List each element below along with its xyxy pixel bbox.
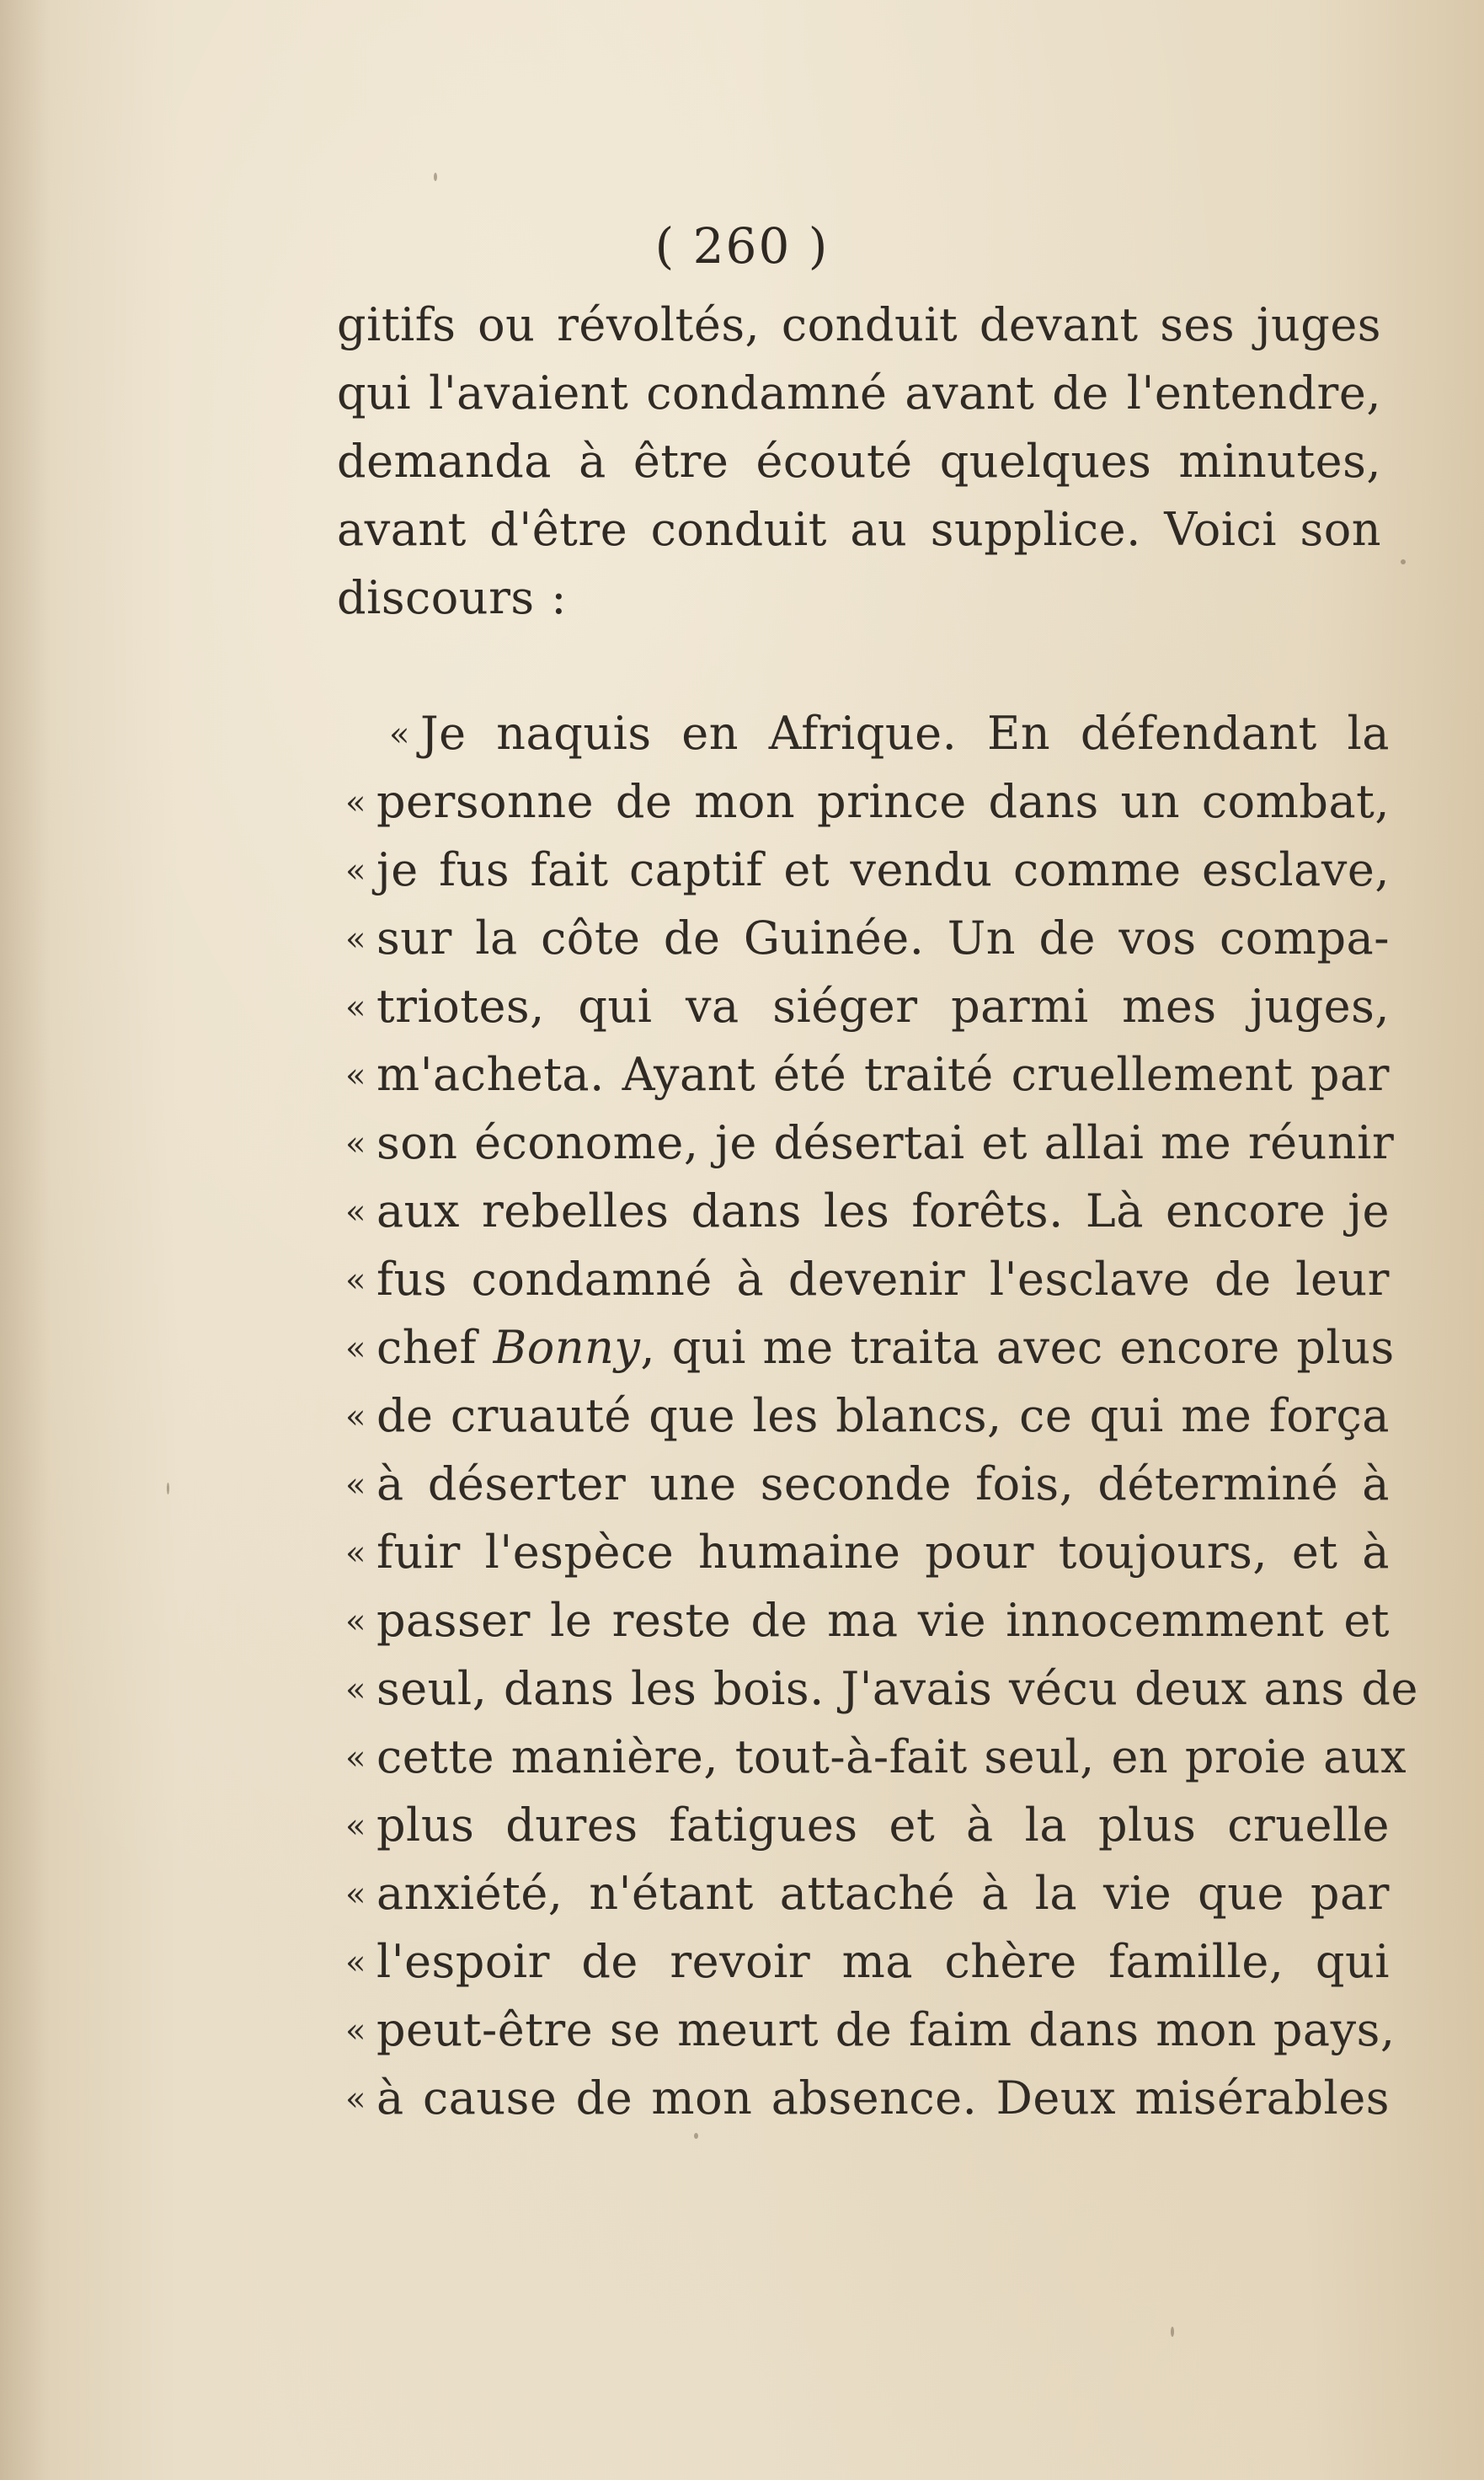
quote-mark: « xyxy=(345,988,366,1027)
quote-mark: « xyxy=(345,1193,366,1232)
text-line: demanda à être écouté quelques minutes, xyxy=(337,435,1381,488)
text-line: discours : xyxy=(337,571,567,624)
page-gutter-shadow xyxy=(0,0,51,2480)
speech-line-text: à déserter une seconde fois, déterminé à xyxy=(376,1457,1390,1510)
quote-mark: « xyxy=(345,1466,366,1505)
quote-mark: « xyxy=(345,783,366,822)
speech-line xyxy=(345,2064,1390,2132)
intro-paragraph xyxy=(337,291,1381,632)
quote-mark: « xyxy=(345,1739,366,1777)
speech-line-text: anxiété, n'étant attaché à la vie que par xyxy=(376,1867,1390,1920)
quote-mark: « xyxy=(389,715,410,754)
speech-line-text: personne de mon prince dans un combat, xyxy=(376,775,1390,828)
quote-mark: « xyxy=(345,1261,366,1300)
speech-line-text: sur la côte de Guinée. Un de vos compa- xyxy=(376,911,1390,965)
speech-line xyxy=(345,1518,1390,1586)
quote-mark: « xyxy=(345,852,366,890)
speech-line xyxy=(345,767,1390,836)
quote-mark: « xyxy=(345,1056,366,1095)
speech-line xyxy=(345,1313,1395,1382)
speech-line-text: aux rebelles dans les forêts. Là encore je xyxy=(376,1184,1390,1237)
speech-line xyxy=(345,1382,1390,1450)
quote-mark: « xyxy=(345,1125,366,1163)
speech-line-text: plus dures fatigues et à la plus cruelle xyxy=(376,1799,1390,1852)
speech-line-text: m'acheta. Ayant été traité cruellement par xyxy=(376,1048,1390,1101)
speech-paragraph xyxy=(345,699,1418,2132)
speech-line xyxy=(345,1040,1390,1109)
paper-speck xyxy=(167,1483,169,1494)
speech-line-text: seul, dans les bois. J'avais vécu deux ans de xyxy=(376,1662,1418,1715)
speech-line xyxy=(345,1927,1390,1996)
speech-line-text: à cause de mon absence. Deux misérables xyxy=(376,2071,1390,2125)
quote-mark: « xyxy=(345,1670,366,1709)
quote-mark: « xyxy=(345,1875,366,1914)
quote-mark: « xyxy=(345,1398,366,1436)
page-number: ( 260 ) xyxy=(654,217,830,275)
quote-mark: « xyxy=(345,2080,366,2119)
text-line: qui l'avaient condamné avant de l'entendre, xyxy=(337,366,1381,420)
speech-line xyxy=(345,836,1390,904)
quote-mark: « xyxy=(345,1534,366,1573)
speech-line-text: fus condamné à devenir l'esclave de leur xyxy=(376,1253,1390,1306)
speech-line-text: je fus fait captif et vendu comme esclave, xyxy=(376,843,1390,896)
speech-line xyxy=(345,1177,1390,1245)
speech-line xyxy=(345,1450,1390,1518)
quote-mark: « xyxy=(345,1329,366,1368)
speech-line-text: , qui me traita avec encore plus xyxy=(640,1321,1395,1374)
speech-line xyxy=(345,1791,1390,1859)
speech-line-text: Je naquis en Afrique. En défendant la xyxy=(419,707,1390,760)
paper-speck xyxy=(434,173,437,181)
italic-name: Bonny xyxy=(493,1321,641,1374)
speech-line-text: peut-être se meurt de faim dans mon pays, xyxy=(376,2003,1396,2056)
speech-line-text: son économe, je désertai et allai me réunir xyxy=(376,1116,1395,1169)
text-line: gitifs ou révoltés, conduit devant ses juges xyxy=(337,298,1381,351)
speech-line-text: fuir l'espèce humaine pour toujours, et à xyxy=(376,1526,1390,1579)
speech-line-text: passer le reste de ma vie innocemment et xyxy=(376,1594,1390,1647)
quote-mark: « xyxy=(345,1943,366,1982)
text-line: avant d'être conduit au supplice. Voici son xyxy=(337,503,1381,556)
speech-line-text: triotes, qui va siéger parmi mes juges, xyxy=(376,980,1390,1033)
speech-line-text: chef xyxy=(376,1321,477,1374)
paper-speck xyxy=(694,2133,698,2139)
quote-mark: « xyxy=(345,920,366,959)
quote-mark: « xyxy=(345,1602,366,1641)
speech-line xyxy=(345,1859,1390,1927)
speech-line xyxy=(345,699,1390,767)
speech-line-text: de cruauté que les blancs, ce qui me força xyxy=(376,1389,1390,1442)
speech-line xyxy=(345,1996,1396,2064)
quote-mark: « xyxy=(345,2012,366,2050)
speech-line xyxy=(345,1723,1407,1791)
paper-speck xyxy=(1401,559,1406,564)
speech-line xyxy=(345,1245,1390,1313)
speech-line xyxy=(345,1586,1390,1654)
speech-line-text: l'espoir de revoir ma chère famille, qui xyxy=(376,1935,1390,1988)
speech-line xyxy=(345,1654,1418,1723)
speech-line xyxy=(345,972,1390,1040)
speech-line-text: cette manière, tout-à-fait seul, en proie aux xyxy=(376,1730,1407,1783)
quote-mark: « xyxy=(345,1807,366,1846)
speech-line xyxy=(345,1109,1395,1177)
paper-speck xyxy=(1171,2327,1174,2337)
speech-line xyxy=(345,904,1390,972)
